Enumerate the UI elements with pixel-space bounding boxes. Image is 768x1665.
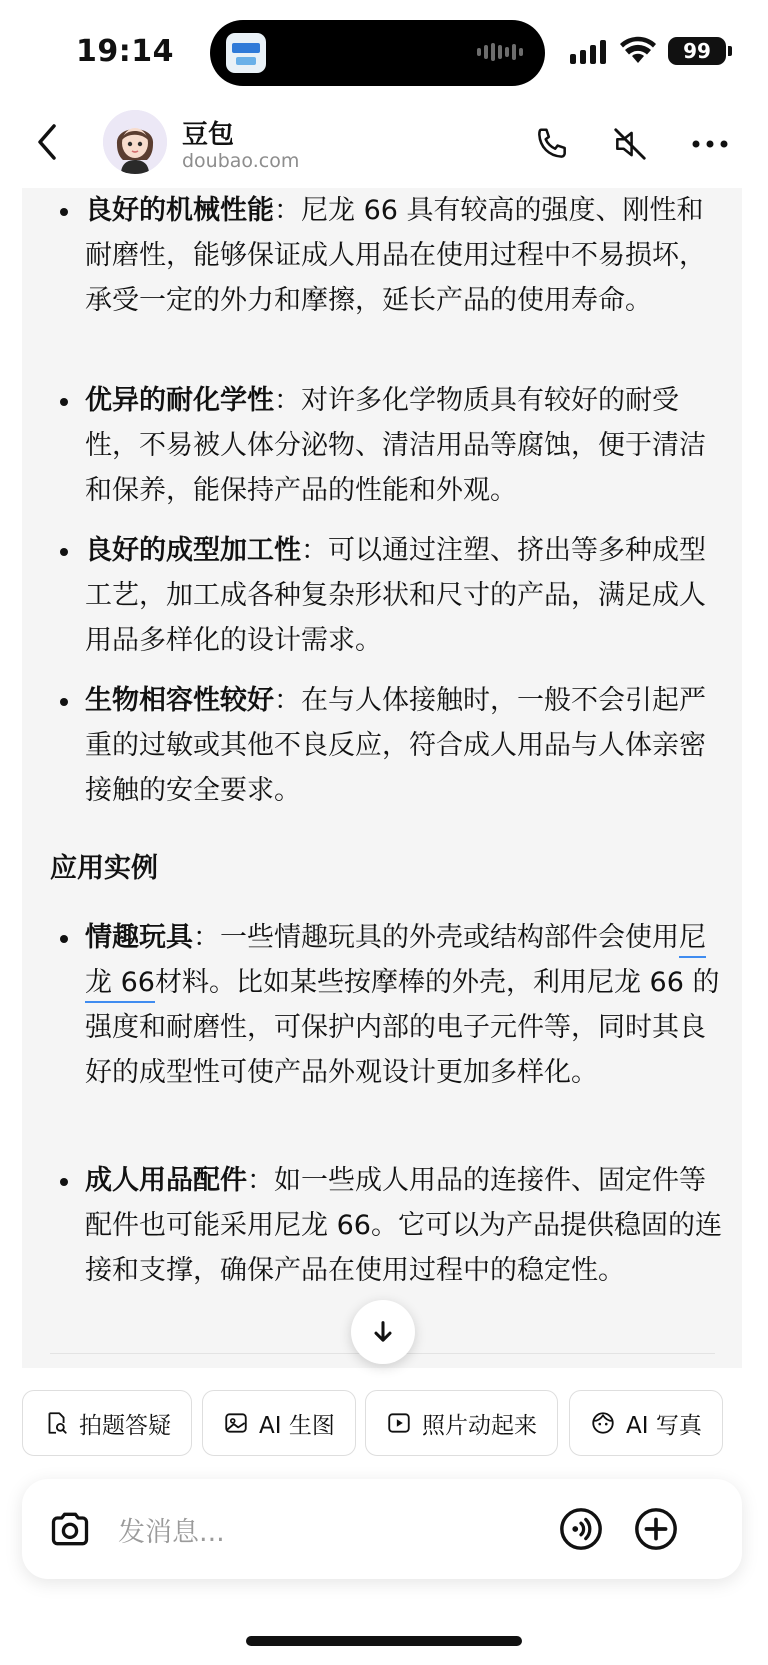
chat-title: 豆包 (182, 120, 235, 150)
chip-animate-photo[interactable]: 照片动起来 (365, 1390, 558, 1456)
phone-icon (533, 125, 571, 163)
more-dots-icon (690, 138, 730, 150)
island-app-icon (226, 33, 266, 73)
list-item: 优异的耐化学性：对许多化学物质具有较好的耐受性，不易被人体分泌物、清洁用品等腐蚀，便于清洁和保养，能保持产品的性能和外观。 (22, 378, 742, 513)
scroll-to-bottom-button[interactable] (351, 1300, 415, 1364)
avatar-illustration (103, 110, 167, 174)
plus-circle-icon (633, 1506, 679, 1552)
camera-button[interactable] (46, 1505, 94, 1553)
cellular-signal-icon (570, 40, 606, 64)
voice-wave-icon (558, 1506, 604, 1552)
avatar[interactable] (103, 110, 167, 174)
chip-ai-portrait[interactable]: AI 写真 (569, 1390, 723, 1456)
home-indicator[interactable] (246, 1636, 522, 1646)
status-time: 19:14 (76, 34, 174, 69)
chip-ai-image[interactable]: AI 生图 (202, 1390, 356, 1456)
chat-header (0, 100, 768, 188)
wifi-icon (620, 36, 656, 66)
list-item: 良好的成型加工性：可以通过注塑、挤出等多种成型工艺，加工成各种复杂形状和尺寸的产品，满足成人用品多样化的设计需求。 (22, 528, 742, 663)
arrow-down-icon (369, 1318, 397, 1346)
term-link[interactable]: 尼龙 66 (85, 922, 706, 1003)
message-input-bar (22, 1479, 742, 1579)
more-button[interactable] (688, 122, 732, 166)
list-item: 良好的机械性能：尼龙 66 具有较高的强度、刚性和耐磨性，能够保证成人用品在使用过程中不易损坏，承受一定的外力和摩擦，延长产品的使用寿命。 (22, 188, 742, 323)
list-item: 生物相容性较好：在与人体接触时，一般不会引起严重的过敏或其他不良反应，符合成人用品与人体亲密接触的安全要求。 (22, 678, 742, 813)
voice-call-button[interactable] (557, 1505, 605, 1553)
face-icon (590, 1410, 616, 1436)
chevron-left-icon (30, 118, 70, 166)
play-icon (386, 1410, 412, 1436)
list-item: 成人用品配件：如一些成人用品的连接件、固定件等配件也可能采用尼龙 66。它可以为产品提供稳固的连接和支撑，确保产品在使用过程中的稳定性。 (22, 1158, 742, 1293)
audio-wave-icon (477, 43, 523, 61)
section-heading: 应用实例 (50, 853, 158, 884)
chat-subtitle: doubao.com (182, 150, 300, 172)
list-item: 情趣玩具：一些情趣玩具的外壳或结构部件会使用尼龙 66材料。比如某些按摩棒的外壳，利用尼龙 66 的强度和耐磨性，可保护内部的电子元件等，同时其良好的成型性可使产品外观设计更加多样化。 (22, 915, 742, 1095)
speaker-muted-icon (611, 125, 649, 163)
chip-photo-question[interactable]: 拍题答疑 (22, 1390, 192, 1456)
search-doc-icon (43, 1410, 69, 1436)
back-button[interactable] (30, 118, 70, 166)
dynamic-island[interactable] (210, 20, 545, 86)
battery-tip (728, 46, 732, 56)
image-icon (223, 1410, 249, 1436)
add-button[interactable] (632, 1505, 680, 1553)
battery-indicator: 99 (668, 37, 726, 65)
quick-actions (22, 1390, 768, 1456)
message-bubble (22, 188, 742, 1368)
mute-speaker-button[interactable] (608, 122, 652, 166)
call-button[interactable] (530, 122, 574, 166)
message-input[interactable]: 发消息... (118, 1517, 225, 1548)
status-bar (0, 0, 768, 100)
camera-icon (48, 1507, 92, 1551)
